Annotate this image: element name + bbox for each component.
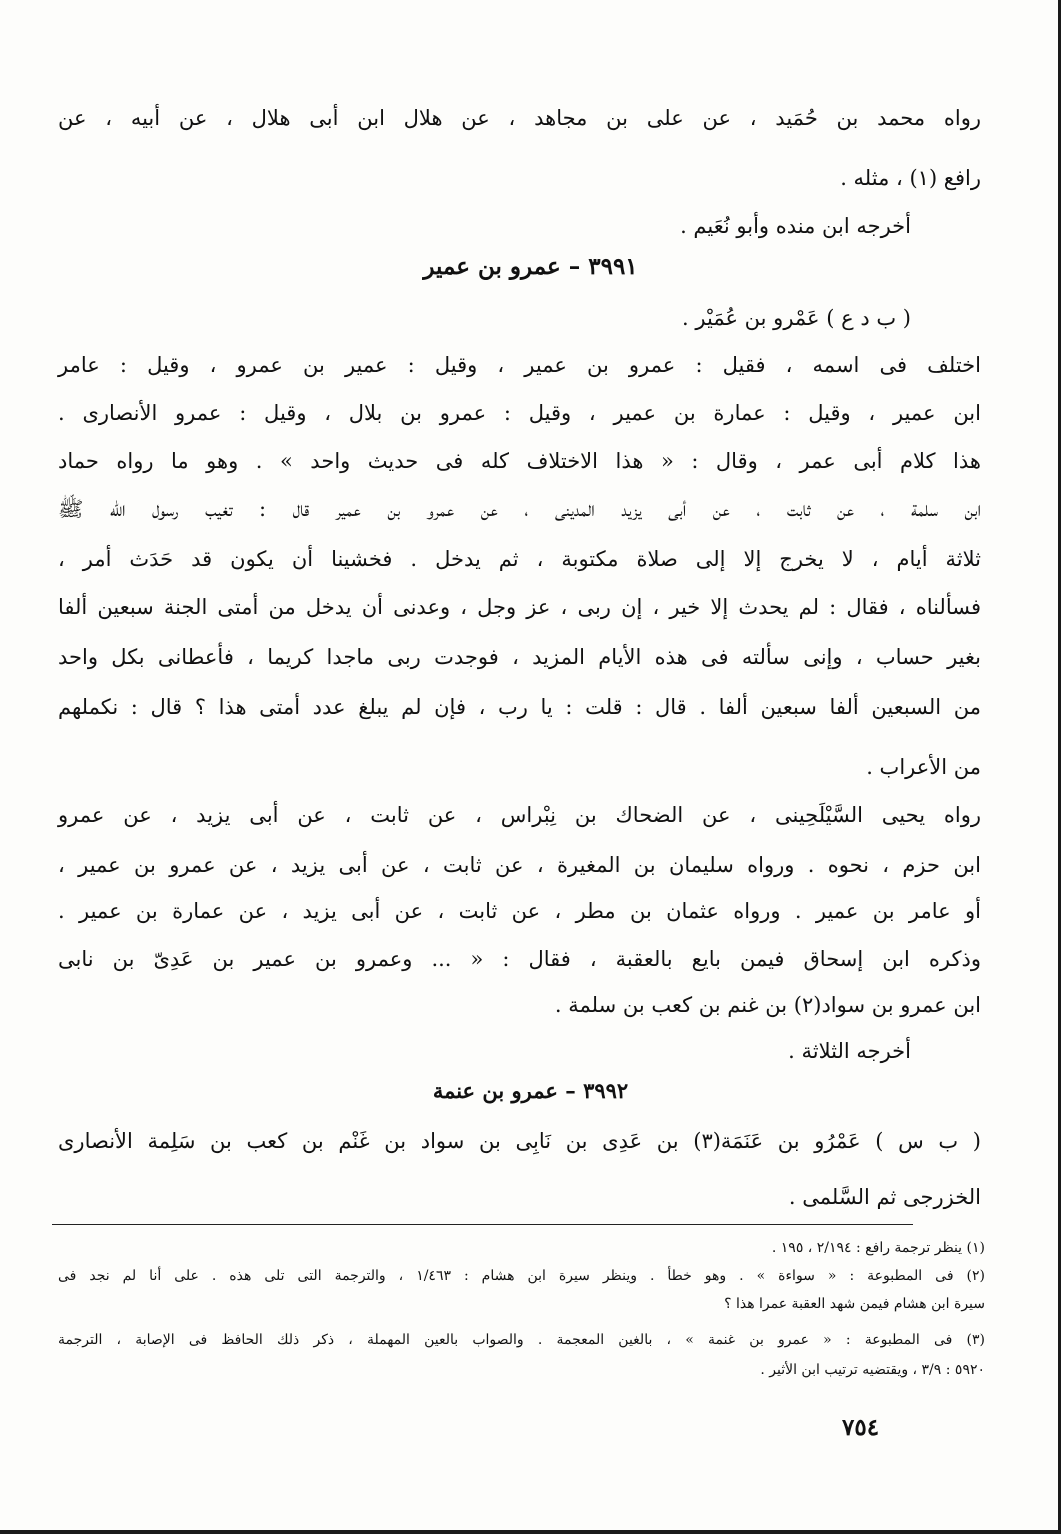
entry-name: ( ب د ع ) عَمْرو بن عُمَيْر . <box>682 306 911 330</box>
footnote: سيرة ابن هشام فيمن شهد العقبة عمرا هذا ؟ <box>724 1296 985 1312</box>
entry-heading: ٣٩٩٢ – عمرو بن عنمة <box>432 1078 629 1103</box>
text-line: ثلاثة أيام ، لا يخرج إلا إلى صلاة مكتوبة ، ثم يدخل . فخشينا أن يكون قد حَدَث أمر ، <box>58 547 981 571</box>
scan-edge <box>0 1530 1061 1534</box>
text-line: ابن عمير ، وقيل : عمارة بن عمير ، وقيل : عمرو بن بلال ، وقيل : عمرو الأنصارى . <box>58 401 981 425</box>
text-line: رافع (١) ، مثله . <box>840 166 981 190</box>
text-line: أو عامر بن عمير . ورواه عثمان بن مطر ، عن ثابت ، عن أبى يزيد ، عن عمارة بن عمير . <box>58 899 981 923</box>
text-line: بغير حساب ، وإنى سألته فى هذه الأيام المزيد ، فوجدت ربى ماجدا كريما ، فأعطانى بكل واحد <box>58 645 981 669</box>
text-line: ابن عمرو بن سواد(٢) بن غنم بن كعب بن سلمة . <box>554 993 981 1017</box>
text-line: فسألناه ، فقال : لم يحدث إلا خير ، إن ربى ، عز وجل ، وعدنى أن يدخل من أمتى الجنة سبعين ألفا <box>58 595 981 619</box>
text-line: اختلف فى اسمه ، فقيل : عمرو بن عمير ، وقيل : عمير بن عمرو ، وقيل : عامر <box>58 353 981 377</box>
text-line: وذكره ابن إسحاق فيمن بايع بالعقبة ، فقال : « ... وعمرو بن عمير بن عَدِىّ بن نابى <box>58 947 981 971</box>
text-line: رواه يحيى السَّيْلَحِينى ، عن الضحاك بن نِبْراس ، عن ثابت ، عن أبى يزيد ، عن عمرو <box>58 803 981 827</box>
text-line: أخرجه ابن منده وأبو نُعَيم . <box>680 214 911 238</box>
footnote: ٥٩٢٠ : ٣/٩ ، ويقتضيه ترتيب ابن الأثير . <box>760 1362 985 1378</box>
text-line: رواه محمد بن حُمَيد ، عن على بن مجاهد ، عن هلال ابن أبى هلال ، عن أبيه ، عن <box>58 106 981 130</box>
footnote-separator <box>52 1224 913 1225</box>
text-line: ( ب س ) عَمْرُو بن عَنَمَة(٣) بن عَدِى بن نَابِى بن سواد بن غَنْم بن كعب بن سَلِمة الأنصارى <box>58 1129 981 1153</box>
page-number: ٧٥٤ <box>842 1414 880 1441</box>
footnote: (٣) فى المطبوعة : « عمرو بن غنمة » ، بالغين المعجمة . والصواب بالعين المهملة ، ذكر ذلك الحافظ فى الإصابة ، الترجمة <box>58 1332 985 1348</box>
text-line: من السبعين ألفا سبعين ألفا . قال : قلت : يا رب ، فإن لم يبلغ عدد أمتى هذا ؟ قال : نكملهم <box>58 695 981 719</box>
footnote: (١) ينظر ترجمة رافع : ٢/١٩٤ ، ١٩٥ . <box>771 1240 985 1256</box>
text-line: ابن سلمة ، عن ثابت ، عن أبى يزيد المدينى ، عن عمرو بن عمير قال : تغيب رسول الله ﷺ <box>58 497 981 521</box>
text-line: ابن حزم ، نحوه . ورواه سليمان بن المغيرة ، عن ثابت ، عن أبى يزيد ، عن عمرو بن عمير ، <box>58 853 981 877</box>
text-line: هذا كلام أبى عمر ، وقال : « هذا الاختلاف كله فى حديث واحد » . وهو ما رواه حماد <box>58 449 981 473</box>
text-line: أخرجه الثلاثة . <box>788 1039 911 1063</box>
text-line: من الأعراب . <box>866 755 981 779</box>
entry-heading: ٣٩٩١ – عمرو بن عمير <box>423 253 638 280</box>
text-line: الخزرجى ثم السَّلمى . <box>788 1185 981 1209</box>
footnote: (٢) فى المطبوعة : « سواءة » . وهو خطأ . وينظر سيرة ابن هشام : ١/٤٦٣ ، والترجمة التى تلى هذه . على أنا لم نجد فى <box>58 1268 985 1284</box>
